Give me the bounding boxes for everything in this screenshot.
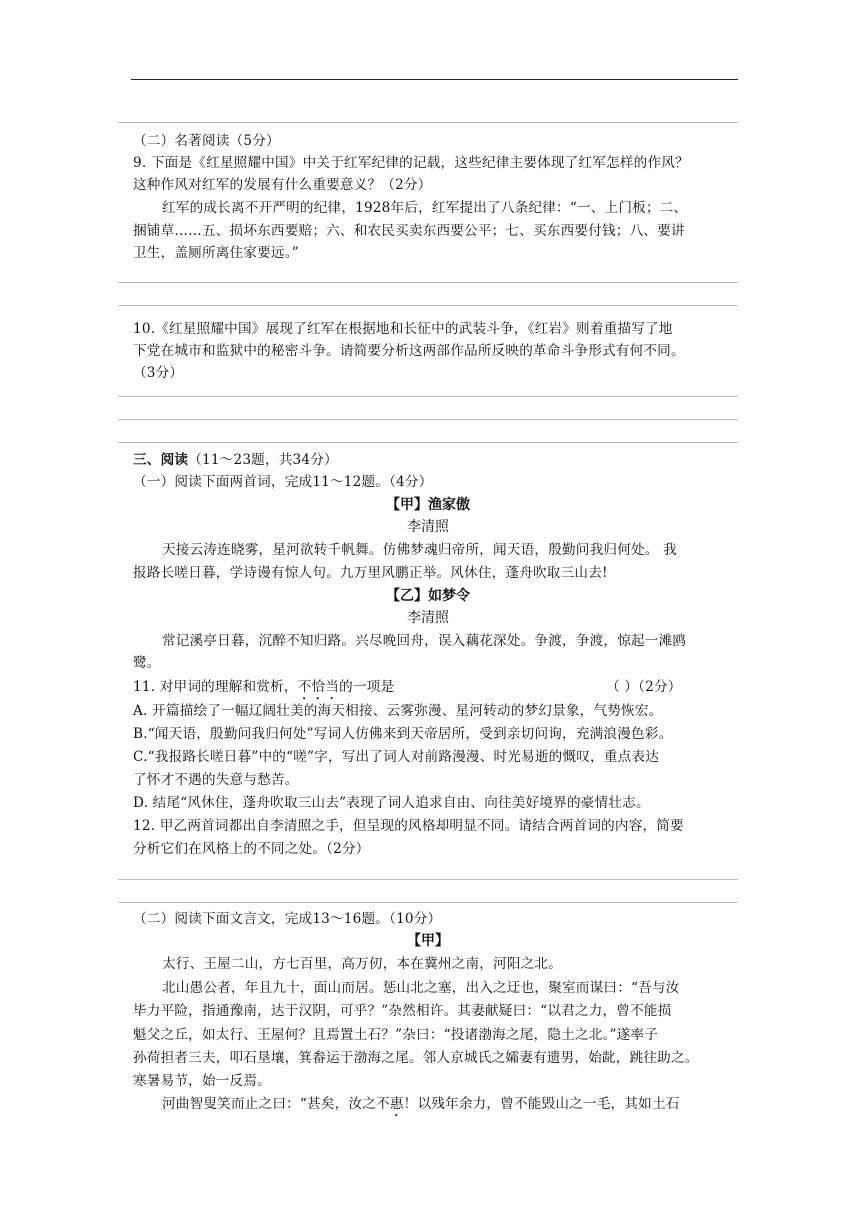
question-9-line1: 9. 下面是《红星照耀中国》中关于红军纪律的记载，这些纪律主要体现了红军怎样的作风？ (133, 155, 689, 171)
classical-p2-line1: 北山愚公者，年且九十，面山而居。惩山北之塞，出入之迂也，聚室而谋曰：“吾与汝 (162, 980, 680, 996)
poem2-line2: 鹭。 (133, 655, 161, 671)
p3-pre: 河曲智叟笑而止之曰：“甚矣，汝之不 (162, 1096, 390, 1112)
question-10-line2: 下党在城市和监狱中的秘密斗争。请简要分析这两部作品所反映的革命斗争形式有何不同。 (133, 343, 685, 359)
q11-option-c-line1: C.“我报路长嗟日暮”中的“嗟”字，写出了词人对前路漫漫、时光易逝的慨叹，重点表达 (133, 749, 660, 765)
q11-option-d: D. 结尾“风休住，蓬舟吹取三山去”表现了词人追求自由、向往美好境界的豪情壮志。 (133, 795, 650, 811)
classical-p2-line4: 孙荷担者三夫，叩石垦壤，箕畚运于渤海之尾。邻人京城氏之孀妻有遗男，始龀，跳往助之。 (133, 1050, 699, 1066)
answer-line[interactable] (118, 442, 738, 443)
subsection-heading-1: （一）阅读下面两首词，完成11～12题。（4分） (133, 474, 433, 490)
answer-line[interactable] (118, 396, 738, 397)
q11-answer-blank[interactable]: （ ）（2分） (606, 679, 682, 695)
p3-post: ！以残年余力，曾不能毁山之一毛，其如土石 (403, 1096, 680, 1112)
reading-section-title (133, 449, 338, 472)
subsection-heading-2: （二）阅读下面文言文，完成13～16题。（10分） (133, 911, 442, 927)
p3-emphasis: 惠 (389, 1096, 404, 1112)
q11-option-a: A. 开篇描绘了一幅辽阔壮美的海天相接、云雾弥漫、星河转动的梦幻景象，气势恢宏。 (133, 703, 663, 719)
section-heading: （二）名著阅读（5分） (133, 133, 280, 149)
question-9-line2: 这种作风对红军的发展有什么重要意义？（2分） (133, 177, 432, 193)
classical-p2-line2: 毕力平险，指通豫南，达于汉阴，可乎？”杂然相许。其妻献疑曰：“以君之力，曾不能损 (133, 1003, 672, 1019)
answer-line[interactable] (118, 305, 738, 306)
classical-title: 【甲】 (407, 933, 449, 949)
quote-line3: 卫生，盖厕所离住家要远。” (133, 245, 299, 261)
classical-p2-line5: 寒暑易节，始一反焉。 (133, 1073, 271, 1089)
poem1-author: 李清照 (407, 519, 449, 535)
q11-option-c-line2: 了怀才不遇的失意与愁苦。 (133, 772, 299, 788)
q11-emphasis: 不恰当 (297, 679, 340, 695)
poem2-title: 【乙】如梦令 (386, 588, 470, 604)
question-11-stem (133, 676, 394, 703)
classical-p3-line1 (162, 1093, 680, 1120)
q11-stem-post: 的一项是 (339, 679, 395, 695)
answer-line[interactable] (118, 282, 738, 283)
question-12-line1: 12. 甲乙两首词都出自李清照之手，但呈现的风格却明显不同。请结合两首词的内容，简要 (133, 818, 684, 834)
poem2-author: 李清照 (407, 610, 449, 626)
poem1-line1: 天接云涛连晓雾，星河欲转千帆舞。仿佛梦魂归帝所，闻天语，殷勤问我归何处。 我 (162, 542, 677, 558)
classical-p1: 太行、王屋二山，方七百里，高万仞，本在冀州之南，河阳之北。 (162, 956, 563, 972)
poem2-line1: 常记溪亭日暮，沉醉不知归路。兴尽晚回舟，误入藕花深处。争渡，争渡，惊起一滩鸥 (162, 633, 687, 649)
reading-title-bold: 三、阅读 (133, 452, 189, 468)
question-10-line3: （3分） (133, 365, 184, 381)
quote-line2: 捆铺草……五、损坏东西要赔；六、和农民买卖东西要公平；七、买东西要付钱；八、要讲 (133, 223, 685, 239)
divider (118, 122, 738, 123)
quote-line1: 红军的成长离不开严明的纪律，1928年后，红军提出了八条纪律：“一、上门板；二、 (162, 200, 688, 216)
answer-line[interactable] (118, 902, 738, 903)
poem1-line2: 报路长嗟日暮，学诗谩有惊人句。九万里风鹏正举。风休住，蓬舟吹取三山去! (133, 565, 608, 581)
q11-stem-pre: 11. 对甲词的理解和赏析， (133, 679, 298, 695)
reading-title-rest: （11～23题，共34分） (188, 452, 338, 468)
question-12-line2: 分析它们在风格上的不同之处。（2分） (133, 841, 370, 857)
q11-option-b: B.“闻天语，殷勤问我归何处”写词人仿佛来到天帝居所，受到亲切问询，充满浪漫色彩。 (133, 726, 673, 742)
answer-line[interactable] (118, 419, 738, 420)
answer-line[interactable] (118, 879, 738, 880)
poem1-title: 【甲】渔家傲 (386, 497, 470, 513)
header-rule (131, 79, 738, 80)
question-10-line1: 10.《红星照耀中国》展现了红军在根据地和长征中的武装斗争，《红岩》则着重描写了地 (133, 321, 673, 337)
classical-p2-line3: 魁父之丘，如太行、王屋何？且焉置土石？”杂曰：“投诸渤海之尾，隐土之北。”遂率子 (133, 1027, 659, 1043)
